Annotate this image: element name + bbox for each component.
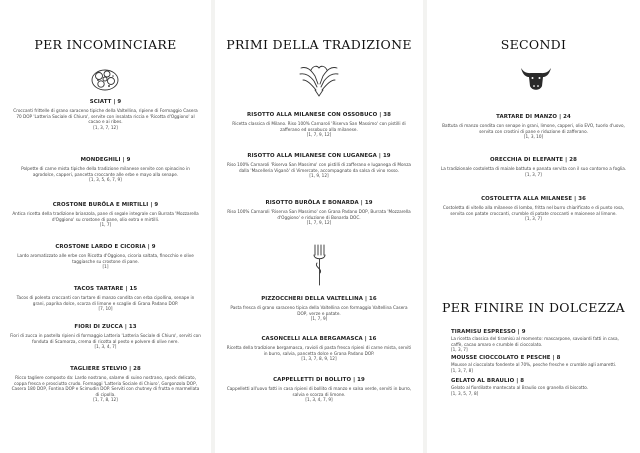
dish-name: MOUSSE CIOCCOLATO E PESCHE | 8 [451, 355, 561, 361]
dish-item [451, 329, 628, 353]
dish-allergens: [1, 7, 8, 12] [93, 397, 118, 403]
dish-item [437, 196, 630, 222]
dish-description: La ricetta classica del tiramisù al momento: mascarpone, savoiardi fatti in casa, caffè, cacao amaro e crumble di cioccolato. [451, 336, 619, 347]
antipasti-panel [0, 0, 211, 453]
dish-allergens: [1, 3, 10] [523, 134, 544, 140]
fork-illustration-icon [311, 243, 327, 287]
dish-description: Costoletta di vitello alla milanese di lombo, fritta nel burro chiarificato e di punto rosa, servita con patate croccanti, crumble di patate croccanti e maionese al limone. [442, 205, 625, 216]
dish-name: CROSTONE LARDO E CICORIA | 9 [55, 244, 156, 250]
dish-item [225, 296, 413, 322]
dish-name: PIZZOCCHERI DELLA VALTELLINA | 16 [261, 296, 377, 302]
dish-allergens: [1, 3, 7, 8] [451, 367, 473, 373]
dish-name: MONDEGHILI | 9 [80, 157, 131, 163]
dish-allergens: [1, 7, 9, 12] [306, 132, 332, 138]
dish-allergens: [1, 3, 4, 7] [94, 344, 117, 350]
dish-item [10, 157, 201, 183]
dish-allergens: [1, 3, 7] [525, 216, 542, 222]
dish-item [10, 366, 201, 403]
dish-name: TAGLIERE STELVIO | 28 [70, 366, 141, 372]
primi-title: PRIMI DELLA TRADIZIONE [226, 37, 412, 52]
dish-item [437, 157, 630, 177]
dish-name: RISOTTO BURÖLA E BONARDA | 19 [265, 200, 373, 206]
dish-item [225, 112, 413, 138]
dish-name: FIORI DI ZUCCA | 13 [74, 324, 137, 330]
dish-description: Antica ricetta della tradizione brianzola, pane di segale integrale con Burrata 'Mozzarella d'Oggiono' su crostone di pane, olio extra e mirtilli. [12, 211, 199, 222]
dish-allergens: [1, 3, 5, 6, 7, 9] [89, 177, 122, 183]
dish-item [10, 244, 201, 270]
dish-description: Battuta di manzo condita con senape in grani, limone, capperi, olio EVO, tuorlo d'uovo, servita con crostini di pane e riduzione di zafferano. [442, 123, 625, 134]
dish-name: RISOTTO ALLA MILANESE CON LUGANEGA | 19 [247, 153, 391, 159]
dish-allergens: [1, 9, 12] [309, 173, 329, 179]
dish-item [451, 378, 628, 396]
dish-name: RISOTTO ALLA MILANESE CON OSSOBUCO | 38 [246, 112, 392, 118]
dish-allergens: [1, 7] [99, 222, 112, 228]
dish-name: TARTARE DI MANZO | 24 [496, 114, 571, 120]
secondi-panel [427, 0, 640, 453]
dish-description: Ricetta classica di Milano. Riso 100% Carnaroli 'Riserva San Massimo' con pistilli di zafferano ed ossobuco alla milanese. [232, 121, 406, 132]
dish-description: Croccanti frittelle di grano saraceno tipiche della Valtellina, ripiene di Formaggio Casera 70 DOP 'Latteria Sociale di Chiuro', servite con insalata riccia e 'Ricotta d'Oggiono' al cacao e ai ribes. [13, 108, 198, 125]
antipasti-title: PER INCOMINCIARE [34, 37, 177, 52]
dish-item [10, 286, 201, 312]
dish-description: Riso 100% Carnaroli 'Riserva San Massimo' con pistilli di zafferano e luganega di Monza dalla 'Macelleria Viganò' di Vimercate, accompagnato da salsa di vino rosso. [227, 162, 411, 173]
dish-item [10, 324, 201, 350]
dish-allergens: [1, 3, 7, 8, 9, 12] [301, 356, 337, 362]
dish-item [225, 336, 413, 362]
dish-item [225, 377, 413, 403]
dish-description: La tradizionale costoletta di maiale battuta e panata servita con il suo contorno a foglia. [440, 166, 627, 171]
primi-panel [215, 0, 423, 453]
dish-description: Cappelletti all'uovo fatti in casa ripieni di bollito di manzo e salsa verde, serviti in burro, salvia e scorza di limone. [226, 386, 412, 397]
dish-allergens: [7, 10] [98, 306, 113, 312]
hands-illustration-icon [297, 60, 341, 98]
dish-description: Ricco tagliere composto da: Lardo nostrano, salame di suino nostrano, speck delicato, coppa fresca e prosciutto crudo. Formaggi 'Latteria Sociale di Chiuro', Gorgonzola DOP, Casera 180 DOP, Fontina DOP e Scimudin DOP. Serviti con chutney di frutta e marmellata di cipolla. [11, 375, 200, 397]
dish-allergens: [1, 7, 9, 12] [306, 220, 332, 226]
secondi-title: SECONDI [500, 37, 567, 52]
dish-description: Riso 100% Carnaroli 'Riserva San Massimo' con Grana Padano DOP, Burrata 'Mozzarella d'Oggiono' e riduzione di Bonarda DOC. [227, 209, 411, 220]
dish-allergens: [1, 3, 7] [525, 171, 542, 177]
dish-item [10, 99, 201, 130]
dish-allergens: [1] [102, 264, 109, 270]
dish-description: Fiori di zucca in pastella ripieni di formaggio Latteria 'Latteria Sociale di Chiuro', serviti con fonduta di Scamorza, crema di ricotta al pesto e polvere di olive nere. [10, 333, 201, 344]
dolci-title: PER FINIRE IN DOLCEZZA [441, 300, 626, 315]
dish-description: Lardo aromatizzato alle erbe con Ricotta d'Oggiono, cicoria saltata, finocchio e olive taggiasche su crostone di pane. [17, 253, 194, 264]
dish-allergens: [1, 3, 4, 7, 9] [305, 397, 333, 403]
dish-name: SCIATT | 9 [89, 99, 122, 105]
dish-name: TIRAMISU ESPRESSO | 9 [451, 329, 526, 335]
dish-description: Ricetta della tradizione bergamasca, ravioli di pasta fresca ripieni di carne mista, serviti in burro, salvia, pancetta dolce e Grana Padano DOP. [226, 345, 412, 356]
dish-name: CAPPELLETTI DI BOLLITO | 19 [273, 377, 365, 383]
dish-item [451, 355, 628, 373]
dish-item [437, 114, 630, 140]
dish-description: Tacos di polenta croccanti con tartare di manzo condita con erba cipollina, senape in grani, paprika dolce, scorza di limone e scaglie di Grana Padano DOP. [16, 295, 195, 306]
dish-description: Gelato al fiordilatte mantecato al Braulio con granella di biscotto. [451, 385, 589, 390]
dish-name: CROSTONE BURÖLA E MIRTILLI | 9 [52, 202, 159, 208]
dish-allergens: [1, 3, 5, 7, 8] [451, 390, 479, 396]
dish-item [225, 200, 413, 226]
dish-allergens: [1, 3, 7] [451, 347, 468, 353]
dish-description: Polpette di carne mista tipiche della tradizione milanese servite con spinacino in agrodolce, capperi, pancetta croccante alle erbe e mayo alla senape. [21, 166, 190, 177]
dish-name: TACOS TARTARE | 15 [73, 286, 138, 292]
dish-item [10, 202, 201, 228]
dish-allergens: [1, 7, 9] [310, 316, 328, 322]
dish-description: Mousse al cioccolato fondente al 70%, pesche fresche e crumble agli amaretti. [451, 362, 617, 367]
dish-allergens: [1, 3, 7, 12] [93, 124, 118, 130]
dish-name: CASONCELLI ALLA BERGAMASCA | 16 [261, 336, 377, 342]
dish-name: GELATO AL BRAULIO | 8 [451, 378, 525, 384]
dumpling-illustration-icon [90, 67, 120, 93]
dish-description: Pasta fresca di grano saraceno tipica della Valtellina con formaggio Valtellina Casera DOP, verze e patate. [230, 305, 408, 316]
dish-name: ORECCHIA DI ELEFANTE | 28 [490, 157, 577, 163]
dish-item [225, 153, 413, 179]
dish-name: COSTOLETTA ALLA MILANESE | 36 [481, 196, 586, 202]
bull-head-illustration-icon [519, 64, 553, 94]
